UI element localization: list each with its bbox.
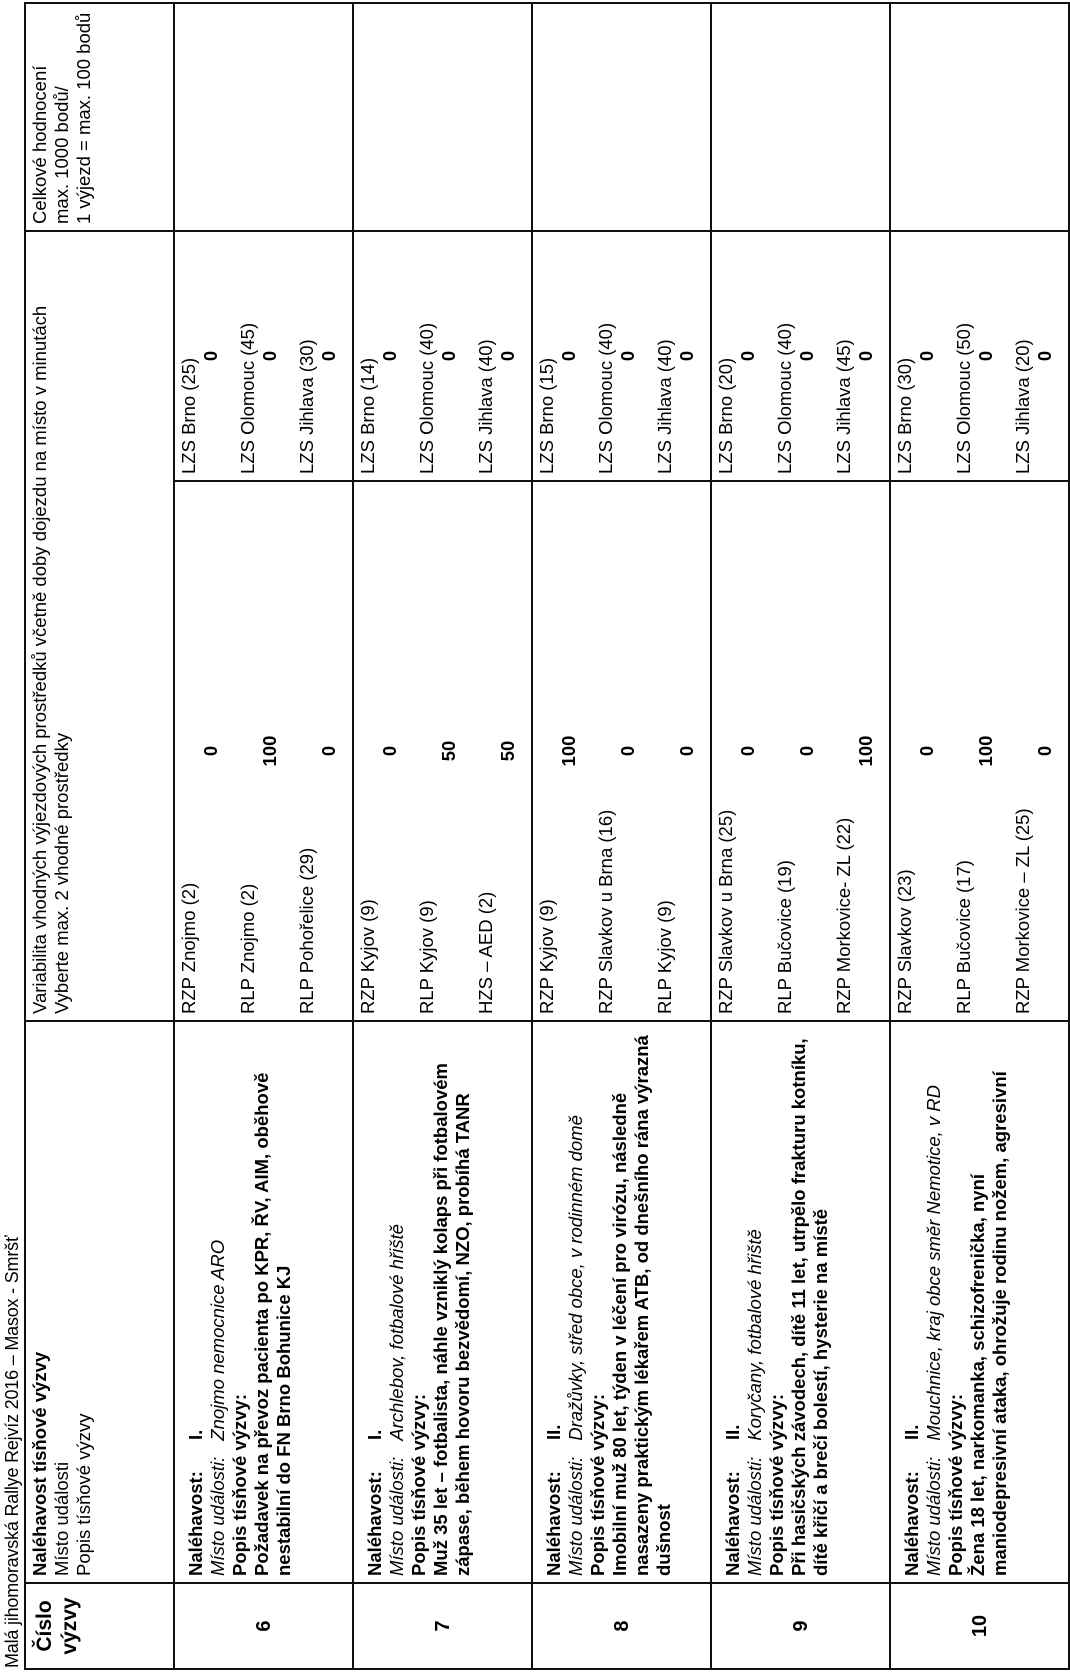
urgency-value: I. <box>185 1429 206 1440</box>
units-primary <box>532 481 711 1021</box>
unit-points: 100 <box>975 735 996 767</box>
unit-option <box>234 232 293 480</box>
desc-value: Požadavek na převoz pacienta po KPR, ŘV, AIM, oběhově nestabilní do FN Brno Bohunice KJ <box>251 1072 294 1576</box>
unit-name: RZP Kyjov (9) <box>536 899 557 1014</box>
col-header-variability-text: Variabilita vhodných výjezdových prostředků včetně doby dojezdu na místo v minutách <box>29 305 50 1014</box>
unit-points: 0 <box>737 350 758 362</box>
unit-option <box>771 482 830 1020</box>
unit-name: HZS – AED (2) <box>475 891 496 1014</box>
unit-option <box>293 232 352 480</box>
unit-option <box>830 232 889 480</box>
place-label: Místo události: <box>565 1456 586 1576</box>
col-header-variability <box>25 231 174 1021</box>
col-header-desc: Popis tísňové výzvy <box>73 1413 94 1576</box>
desc-label: Popis tísňové výzvy: <box>945 1394 966 1576</box>
unit-name: RZP Slavkov u Brna (25) <box>715 809 736 1014</box>
unit-option <box>234 482 293 1020</box>
unit-option <box>950 232 1009 480</box>
unit-points: 0 <box>318 745 339 757</box>
urgency-label: Naléhavost: <box>901 1471 922 1576</box>
score-cell[interactable] <box>174 3 353 231</box>
col-header-variability-hint: Vyberte max. 2 vhodné prostředky <box>51 732 72 1014</box>
col-header-score-max: max. 1000 bodů/ <box>51 86 72 224</box>
unit-option <box>891 482 950 1020</box>
unit-points: 0 <box>318 350 339 362</box>
call-number: 8 <box>532 1583 711 1669</box>
unit-option <box>712 482 771 1020</box>
units-primary <box>711 481 890 1021</box>
unit-points: 0 <box>916 350 937 362</box>
place-value: Mouchnice, kraj obce směr Nemotice, v RD <box>923 1084 944 1441</box>
urgency-label: Naléhavost: <box>722 1471 743 1576</box>
units-helicopter <box>711 231 890 481</box>
unit-points: 0 <box>259 350 280 362</box>
desc-value: Imobilní muž 80 let, týden v léčení pro virózu, následně nasazeny praktickým lékařem ATB, od dnešního rána výrazná dušnost <box>609 1035 674 1576</box>
place-label: Místo události: <box>744 1456 765 1576</box>
desc-label: Popis tísňové výzvy: <box>587 1394 608 1576</box>
col-header-score-per: 1 výjezd = max. 100 bodů <box>73 12 94 224</box>
unit-option <box>712 232 771 480</box>
unit-name: RZP Morkovice – ZL (25) <box>1012 808 1033 1014</box>
unit-option <box>354 482 413 1020</box>
unit-name: LZS Olomouc (45) <box>237 322 258 474</box>
urgency-value: II. <box>722 1424 743 1440</box>
unit-points: 100 <box>558 735 579 767</box>
unit-points: 0 <box>1034 350 1055 362</box>
units-helicopter <box>532 231 711 481</box>
unit-name: RZP Morkovice- ZL (22) <box>833 817 854 1014</box>
place-value: Archlebov, fotbalové hřiště <box>386 1224 407 1441</box>
unit-points: 0 <box>617 350 638 362</box>
desc-label: Popis tísňové výzvy: <box>408 1394 429 1576</box>
desc-value: Žena 18 let, narkomanka, schizofrenička, nyní maniodepresivní ataka, ohrožuje rodinu nožem, agresivní <box>967 1071 1010 1576</box>
call-description <box>890 1021 1069 1583</box>
unit-option <box>1009 232 1068 480</box>
col-header-description <box>25 1021 174 1583</box>
unit-name: RLP Bučovice (19) <box>774 860 795 1014</box>
unit-points: 0 <box>796 350 817 362</box>
desc-value: Muž 35 let – fotbalista, náhle vzniklý kolaps při fotbalovém zápase, během hovoru bezvědomí, NZO, probíhá TANR <box>430 1063 473 1576</box>
unit-name: LZS Brno (14) <box>357 357 378 474</box>
unit-points: 0 <box>855 350 876 362</box>
score-cell[interactable] <box>532 3 711 231</box>
unit-name: LZS Olomouc (40) <box>774 322 795 474</box>
units-primary <box>353 481 532 1021</box>
unit-option <box>830 482 889 1020</box>
unit-option <box>1009 482 1068 1020</box>
col-header-place: Místo události <box>51 1461 72 1576</box>
document-header: Malá jihomoravská Rallye Rejvíz 2016 – Masox - Smršť <box>2 1235 22 1668</box>
dispatch-table <box>24 2 1070 1670</box>
urgency-label: Naléhavost: <box>364 1471 385 1576</box>
unit-name: RZP Slavkov u Brna (16) <box>595 809 616 1014</box>
unit-points: 0 <box>379 745 400 757</box>
score-cell[interactable] <box>711 3 890 231</box>
unit-name: LZS Brno (30) <box>894 357 915 474</box>
units-primary <box>174 481 353 1021</box>
unit-points: 0 <box>379 350 400 362</box>
unit-name: RZP Znojmo (2) <box>178 882 199 1014</box>
units-helicopter <box>890 231 1069 481</box>
col-header-score <box>25 3 174 231</box>
table-row <box>890 3 1069 1669</box>
unit-points: 0 <box>438 350 459 362</box>
unit-name: LZS Brno (15) <box>536 357 557 474</box>
urgency-value: II. <box>901 1424 922 1440</box>
unit-name: RLP Pohořelice (29) <box>296 847 317 1014</box>
table-row <box>353 3 532 1669</box>
call-description <box>532 1021 711 1583</box>
unit-points: 0 <box>975 350 996 362</box>
score-cell[interactable] <box>353 3 532 231</box>
table-row <box>711 3 890 1669</box>
unit-points: 0 <box>558 350 579 362</box>
col-header-score-title: Celkové hodnocení <box>29 65 50 224</box>
call-number: 6 <box>174 1583 353 1669</box>
urgency-value: I. <box>364 1429 385 1440</box>
unit-name: LZS Jihlava (45) <box>833 339 854 474</box>
table-row <box>532 3 711 1669</box>
urgency-label: Naléhavost: <box>543 1471 564 1576</box>
table-row <box>174 3 353 1669</box>
unit-name: LZS Jihlava (40) <box>654 339 675 474</box>
unit-name: LZS Olomouc (40) <box>595 322 616 474</box>
unit-points: 0 <box>796 745 817 757</box>
unit-option <box>413 482 472 1020</box>
unit-points: 0 <box>916 745 937 757</box>
unit-points: 50 <box>438 740 459 762</box>
desc-value: Při hasičských závodech, dítě 11 let, utrpělo frakturu kotníku, dítě křičí a brečí bolestí, hysterie na místě <box>788 1038 831 1576</box>
place-value: Znojmo nemocnice ARO <box>207 1239 228 1441</box>
urgency-value: II. <box>543 1424 564 1440</box>
unit-name: RLP Bučovice (17) <box>953 860 974 1014</box>
unit-points: 100 <box>855 735 876 767</box>
unit-option <box>592 482 651 1020</box>
score-cell[interactable] <box>890 3 1069 231</box>
place-value: Koryčany, fotbalové hřiště <box>744 1229 765 1441</box>
units-primary <box>890 481 1069 1021</box>
unit-option <box>771 232 830 480</box>
unit-option <box>651 482 710 1020</box>
unit-option <box>592 232 651 480</box>
call-number: 9 <box>711 1583 890 1669</box>
unit-points: 0 <box>676 350 697 362</box>
unit-option <box>533 482 592 1020</box>
urgency-label: Naléhavost: <box>185 1471 206 1576</box>
unit-option <box>533 232 592 480</box>
unit-option <box>293 482 352 1020</box>
desc-label: Popis tísňové výzvy: <box>766 1394 787 1576</box>
unit-option <box>472 232 531 480</box>
unit-points: 100 <box>259 735 280 767</box>
call-description <box>711 1021 890 1583</box>
unit-name: LZS Olomouc (50) <box>953 322 974 474</box>
place-label: Místo události: <box>207 1456 228 1576</box>
unit-points: 0 <box>200 350 221 362</box>
unit-name: RLP Kyjov (9) <box>654 900 675 1014</box>
place-label: Místo události: <box>923 1456 944 1576</box>
unit-points: 0 <box>737 745 758 757</box>
call-number: 7 <box>353 1583 532 1669</box>
desc-label: Popis tísňové výzvy: <box>229 1394 250 1576</box>
unit-option <box>950 482 1009 1020</box>
unit-name: LZS Jihlava (20) <box>1012 339 1033 474</box>
unit-option <box>891 232 950 480</box>
place-value: Dražůvky, střed obce, v rodinném domě <box>565 1115 586 1441</box>
unit-option <box>175 482 234 1020</box>
unit-name: LZS Jihlava (40) <box>475 339 496 474</box>
unit-points: 0 <box>617 745 638 757</box>
unit-name: RLP Znojmo (2) <box>237 883 258 1014</box>
unit-option <box>354 232 413 480</box>
col-header-urgency: Naléhavost tísňové výzvy <box>29 1351 50 1576</box>
unit-name: LZS Brno (20) <box>715 357 736 474</box>
unit-name: RLP Kyjov (9) <box>416 900 437 1014</box>
units-helicopter <box>174 231 353 481</box>
unit-option <box>651 232 710 480</box>
unit-points: 0 <box>497 350 518 362</box>
units-helicopter <box>353 231 532 481</box>
unit-option <box>413 232 472 480</box>
unit-name: LZS Jihlava (30) <box>296 339 317 474</box>
header-row <box>25 3 174 1669</box>
unit-option <box>472 482 531 1020</box>
unit-name: LZS Brno (25) <box>178 357 199 474</box>
col-header-number: Číslo výzvy <box>25 1583 174 1669</box>
call-number: 10 <box>890 1583 1069 1669</box>
unit-name: LZS Olomouc (40) <box>416 322 437 474</box>
unit-points: 50 <box>497 740 518 762</box>
unit-name: RZP Slavkov (23) <box>894 869 915 1014</box>
unit-option <box>175 232 234 480</box>
call-description <box>174 1021 353 1583</box>
unit-points: 0 <box>200 745 221 757</box>
unit-name: RZP Kyjov (9) <box>357 899 378 1014</box>
call-description <box>353 1021 532 1583</box>
place-label: Místo události: <box>386 1456 407 1576</box>
unit-points: 0 <box>676 745 697 757</box>
unit-points: 0 <box>1034 745 1055 757</box>
